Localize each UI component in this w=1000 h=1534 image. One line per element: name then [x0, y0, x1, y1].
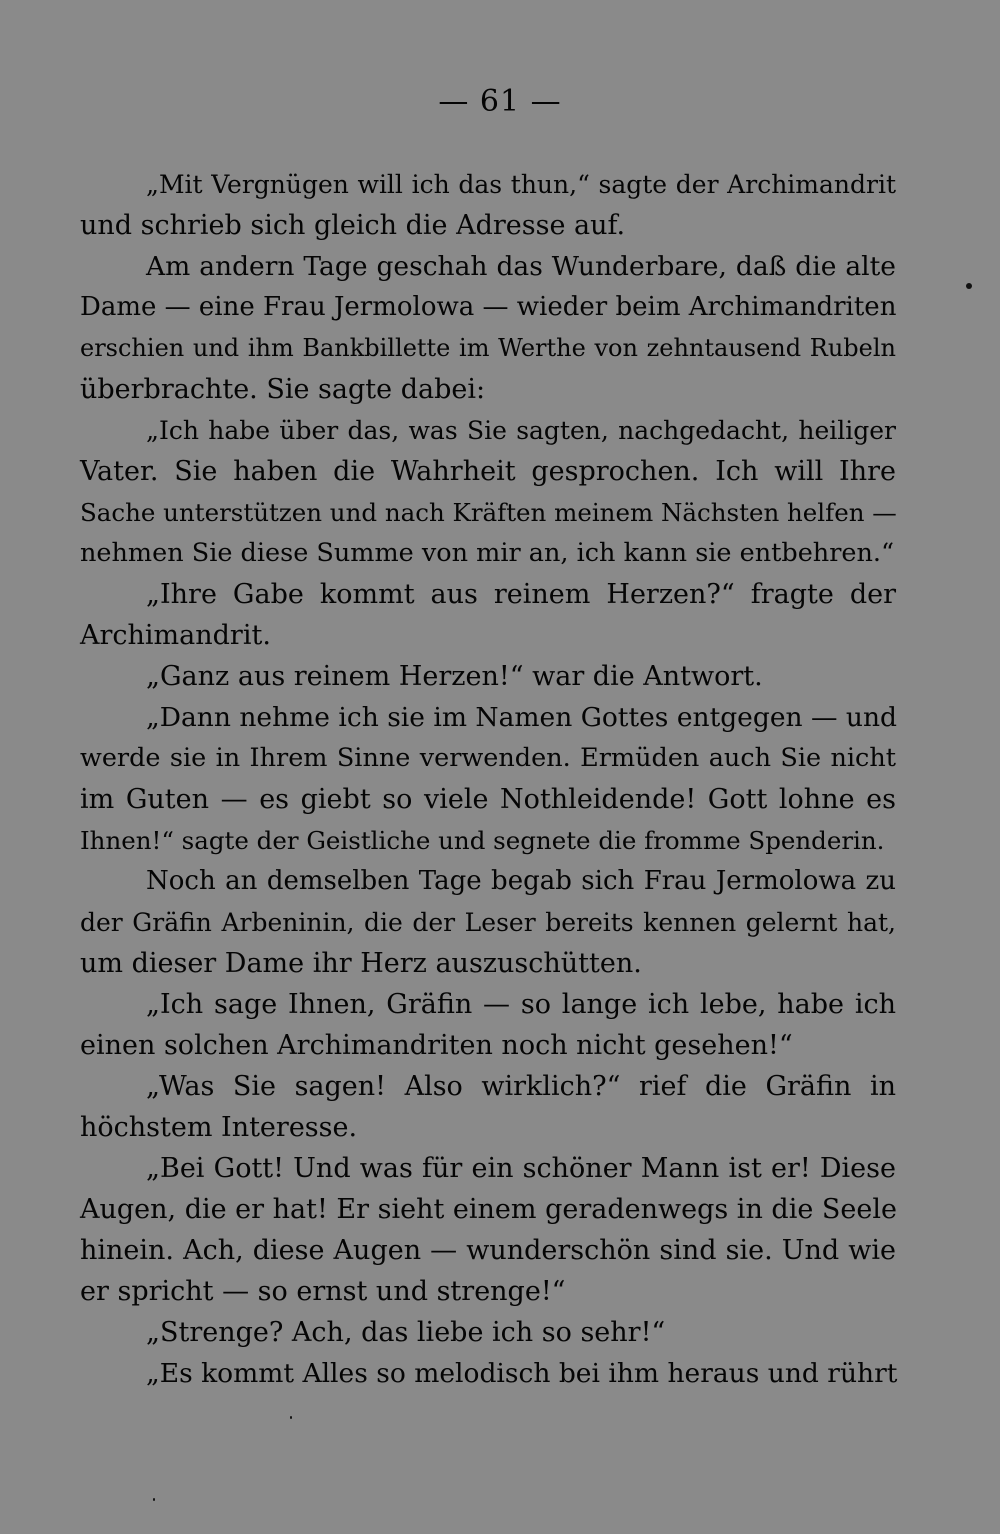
- text-line: hinein. Ach, diese Augen — wunderschön sind sie. Und wie: [80, 1235, 896, 1266]
- text-line: Augen, die er hat! Er sieht einem geradenwegs in die Seele: [80, 1194, 897, 1225]
- text-line: erschien und ihm Bankbillette im Werthe von zehntausend Rubeln: [80, 334, 896, 362]
- text-line: „Ich sage Ihnen, Gräfin — so lange ich lebe, habe ich: [146, 989, 896, 1020]
- page-number: — 61 —: [438, 84, 562, 119]
- text-line: nehmen Sie diese Summe von mir an, ich kann sie entbehren.“: [80, 538, 895, 568]
- text-line: der Gräfin Arbeninin, die der Leser bereits kennen gelernt hat,: [80, 908, 896, 937]
- text-line: Ihnen!“ sagte der Geistliche und segnete die fromme Spenderin.: [80, 826, 885, 855]
- text-line: „Strenge? Ach, das liebe ich so sehr!“: [146, 1317, 666, 1348]
- text-line: Sache unterstützen und nach Kräften meinem Nächsten helfen —: [80, 498, 897, 527]
- text-line: „Was Sie sagen! Also wirklich?“ rief die Gräfin in: [146, 1071, 896, 1102]
- text-line: im Guten — es giebt so viele Nothleidende! Gott lohne es: [80, 784, 896, 815]
- text-line: „Es kommt Alles so melodisch bei ihm heraus und rührt: [146, 1358, 898, 1389]
- print-speck: [966, 283, 972, 289]
- text-line: „Mit Vergnügen will ich das thun,“ sagte der Archimandrit: [146, 170, 896, 199]
- text-line: werde sie in Ihrem Sinne verwenden. Ermüden auch Sie nicht: [80, 743, 896, 773]
- text-line: überbrachte. Sie sagte dabei:: [80, 374, 486, 405]
- text-line: er spricht — so ernst und strenge!“: [80, 1276, 566, 1307]
- text-line: höchstem Interesse.: [80, 1112, 358, 1143]
- body-text: [80, 164, 896, 1394]
- text-line: „Ihre Gabe kommt aus reinem Herzen?“ fragte der: [146, 579, 896, 610]
- text-line: „Bei Gott! Und was für ein schöner Mann ist er! Diese: [146, 1153, 896, 1184]
- text-line: um dieser Dame ihr Herz auszuschütten.: [80, 948, 642, 979]
- text-line: „Ich habe über das, was Sie sagten, nachgedacht, heiliger: [146, 416, 896, 445]
- print-speck: [290, 1416, 292, 1419]
- text-line: Archimandrit.: [80, 620, 271, 651]
- text-line: und schrieb sich gleich die Adresse auf.: [80, 210, 626, 241]
- text-line: Dame — eine Frau Jermolowa — wieder beim Archimandriten: [80, 292, 897, 322]
- text-line: Vater. Sie haben die Wahrheit gesprochen. Ich will Ihre: [80, 456, 896, 487]
- text-line: einen solchen Archimandriten noch nicht gesehen!“: [80, 1030, 793, 1061]
- text-line: „Ganz aus reinem Herzen!“ war die Antwort.: [146, 661, 763, 692]
- text-line: Noch an demselben Tage begab sich Frau Jermolowa zu: [146, 866, 896, 896]
- text-line: Am andern Tage geschah das Wunderbare, daß die alte: [146, 251, 896, 282]
- print-speck: [153, 1498, 155, 1501]
- text-line: „Dann nehme ich sie im Namen Gottes entgegen — und: [146, 702, 898, 733]
